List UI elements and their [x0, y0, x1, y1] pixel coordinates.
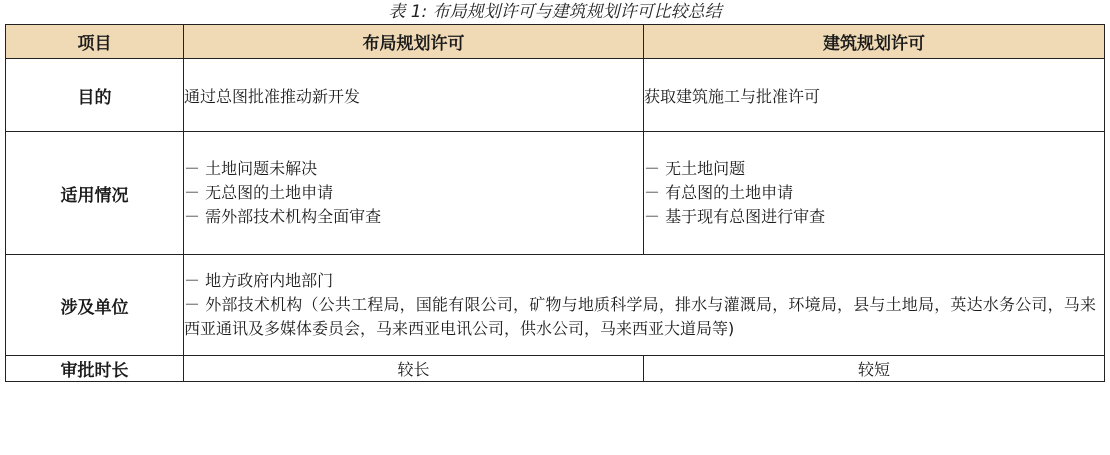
cell-purpose-building: 获取建筑施工与批准许可	[644, 59, 1105, 132]
header-layout-permit: 布局规划许可	[184, 25, 644, 59]
row-purpose	[6, 59, 1105, 132]
list-item: － 有总图的土地申请	[644, 183, 794, 202]
cell-time-building: 较短	[644, 356, 1105, 382]
header-item: 项目	[6, 25, 184, 59]
cell-scope-layout	[184, 132, 644, 255]
cell-units	[184, 255, 1105, 356]
row-label-purpose: 目的	[6, 59, 184, 132]
row-scope	[6, 132, 1105, 255]
header-row	[6, 25, 1105, 59]
table-caption: 表 1: 布局规划许可与建筑规划许可比较总结	[388, 2, 722, 22]
list-item: － 土地问题未解决	[184, 159, 318, 178]
row-units	[6, 255, 1105, 356]
comparison-table	[5, 24, 1105, 382]
list-item: － 地方政府内地部门	[184, 271, 334, 290]
list-item: － 需外部技术机构全面审查	[184, 207, 382, 226]
list-item: － 外部技术机构（公共工程局，国能有限公司，矿物与地质科学局，排水与灌溉局，环境局，县与土地局，英达水务公司，马来西亚通讯及多媒体委员会，马来西亚电讯公司，供水公司，马来西亚大道局等)	[184, 295, 1096, 338]
cell-scope-building	[644, 132, 1105, 255]
row-time	[6, 356, 1105, 382]
row-label-scope: 适用情况	[6, 132, 184, 255]
row-label-units: 涉及单位	[6, 255, 184, 356]
list-item: － 基于现有总图进行审查	[644, 207, 826, 226]
row-label-time: 审批时长	[6, 356, 184, 382]
header-building-permit: 建筑规划许可	[644, 25, 1105, 59]
list-item: － 无总图的土地申请	[184, 183, 334, 202]
list-item: － 无土地问题	[644, 159, 746, 178]
cell-time-layout: 较长	[184, 356, 644, 382]
cell-purpose-layout: 通过总图批准推动新开发	[184, 59, 644, 132]
